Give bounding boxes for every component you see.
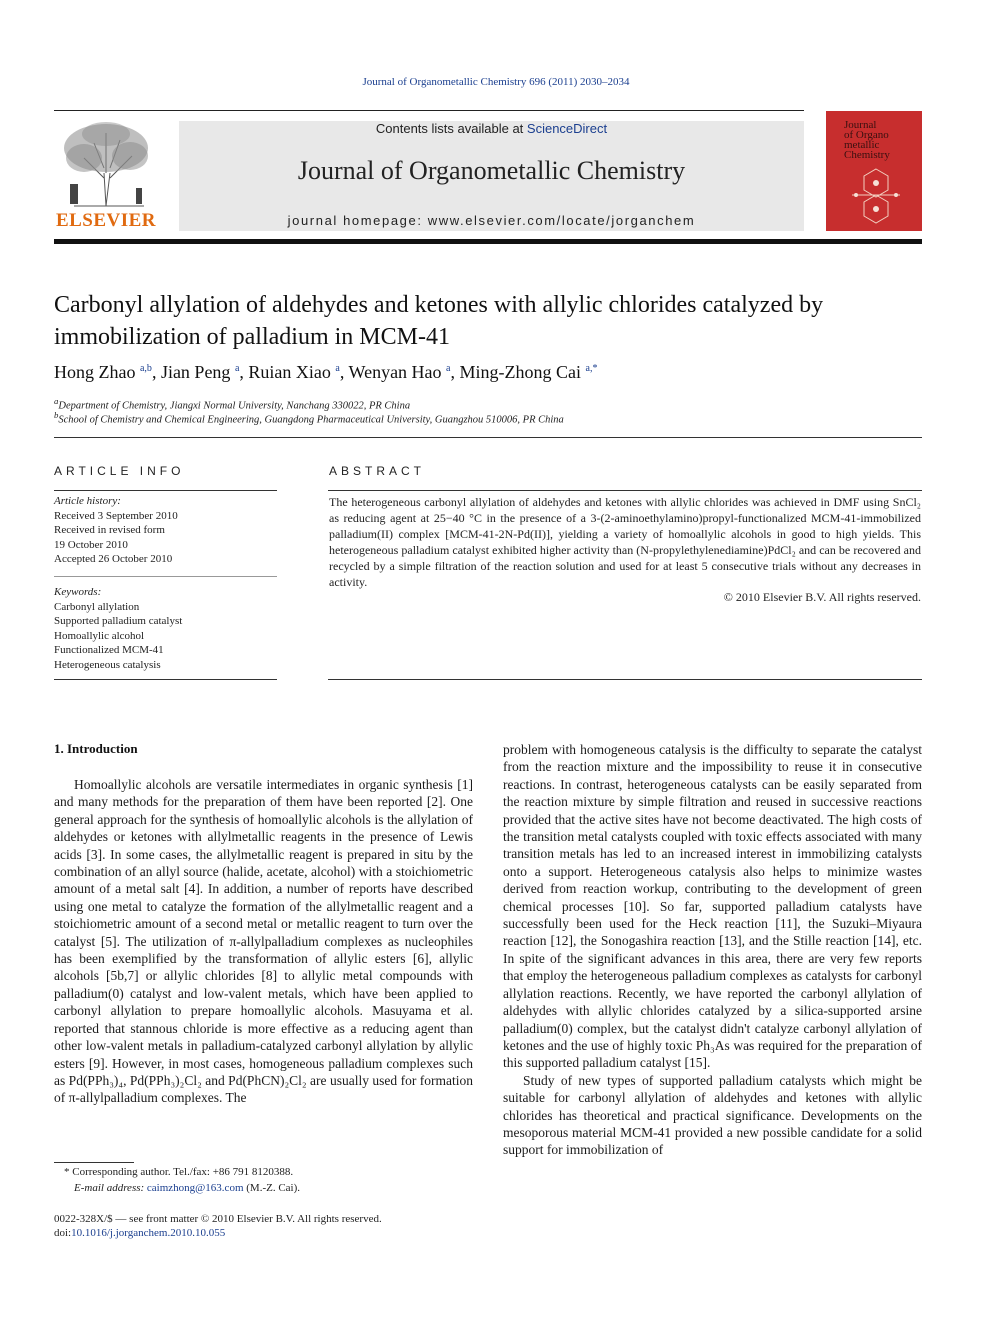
contents-line [179,121,804,136]
keywords-divider [54,576,277,577]
body-column-left [54,776,473,1107]
abstract-bottom-rule [328,679,922,680]
issn-line: 0022-328X/$ — see front matter © 2010 Elsevier B.V. All rights reserved. [54,1213,382,1225]
doi-link[interactable]: 10.1016/j.jorganchem.2010.10.055 [71,1227,226,1239]
journal-homepage [179,213,804,228]
article-info-rule [54,490,277,491]
author-name[interactable]: Wenyan Hao [348,362,442,382]
affiliation-mark: a [54,396,59,406]
history-item: Received in revised form [54,524,165,536]
author-affil-mark[interactable]: a [335,363,340,374]
email-label: E-mail address: [74,1182,147,1194]
affiliation-b [54,410,564,426]
doi-prefix: doi: [54,1227,72,1239]
body-column-right [503,741,922,1159]
header-rule [54,110,804,111]
keywords-block [54,585,277,672]
author-name[interactable]: Ming-Zhong Cai [459,362,581,382]
elsevier-wordmark: ELSEVIER [55,210,157,231]
keyword: Functionalized MCM-41 [54,644,164,656]
abstract-copyright: © 2010 Elsevier B.V. All rights reserved. [723,590,921,604]
affiliation-mark: b [54,410,59,420]
journal-title: Journal of Organometallic Chemistry [297,156,686,185]
body-paragraph: problem with homogeneous catalysis is the difficulty to separate the catalyst from the reaction mixture and the impossibility to reuse it in consecutive reactions. In contrast, heterogeneous catalysts can be easily separated from the reaction mixture by simple filtration and reused in successive reactions provided that the active sites have not become deactivated. The high costs of the transition metal catalysts coupled with toxic effects associated with many transition metals has led to an increased interest in immobilizing catalysts onto a support. Heterogeneous catalysis also helps to minimize wastes derived from reaction workup, contributing to the development of green chemical processes [10]. So far, supported palladium catalysts have successfully been used for the Heck reaction [11], the Suzuki–Miyaura reaction [12], the Sonogashira reaction [13], and the Stille reaction [14], etc. In spite of the significant advances in this area, there are very few reports that employ the heterogeneous palladium complexes as catalysts for carbonyl allylation reactions. Recently, we have reported the carbonyl allylation of aldehydes with allylic chlorides catalyzed by a silica-supported arsine palladium(0) complex, but the catalyst didn't catalyze carbonyl allylation of ketones and the use of highly toxic Ph₃As was required for the preparation of this supported palladium catalyst [15]. [503,742,922,1071]
author-name[interactable]: Hong Zhao [54,362,136,382]
email-link[interactable]: caimzhong@163.com [146,1182,244,1194]
author-list: Hong Zhao $^{a,b}$, Jian Peng $^a$, Ruian Xiao $^a$, Wenyan Hao $^a$, Ming-Zhong Cai $^{a,*}$ [54,362,598,382]
doi-line [54,1227,225,1239]
history-label: Article history: [54,495,121,507]
email-note [74,1182,300,1194]
header-thick-rule [54,239,922,244]
article-info-bottom-rule [54,679,277,680]
homepage-link[interactable]: www.elsevier.com/locate/jorganchem [427,213,696,228]
keyword: Carbonyl allylation [54,600,140,613]
keywords-label: Keywords: [54,586,102,598]
keyword: Supported palladium catalyst [54,615,183,627]
section-heading-introduction: 1. Introduction [54,741,138,756]
cover-molecule-graphic [848,165,904,225]
body-paragraph: Homoallylic alcohols are versatile intermediates in organic synthesis [1] and many methods for the preparation of them have been reported [2]. One general approach for the synthesis of homoallylic alcohols is the allylation of aldehydes or ketones with allylmetallic reagents in the presence of Lewis acids [3]. In some cases, the allylmetallic reagent is prepared in situ by the combination of an allyl source (halide, acetate, alcohol) with a stoichiometric amount of a metal salt [4]. In addition, a number of reports have described using one metal to catalyze the formation of the allylmetallic reagent and a stoichiometric amount of a second metal or metallic reagent to turn over the catalyst [5]. The utilization of π-allylpalladium complexes as nucleophiles has been exemplified by the transformation of allylic esters [6], allylic alcohols [5b,7] or allylic chlorides [8] to allylic metal compounds with palladium(0) catalyst and low-valent metals, which have been applied to carbonyl allylation to prepare homoallylic alcohols. Masuyama et al. reported that stannous chloride is more effective as a reducing agent than other low-valent metals in palladium-catalyzed carbonyl allylation by allylic esters [9]. However, in most cases, homogeneous palladium complexes such as Pd(PPh₃)₄, Pd(PPh₃)₂Cl₂ and Pd(PhCN)₂Cl₂ are usually used for formation of π-allylpalladium complexes. The [54,777,473,1106]
footnote-rule [54,1162,134,1163]
affiliation-text: School of Chemistry and Chemical Engineering, Guangdong Pharmaceutical University, Guangzhou 510006, PR China [58,414,564,426]
author-affil-mark[interactable]: a [446,363,451,374]
cover-title-line: Chemistry [844,149,890,161]
author-affil-mark[interactable]: a,* [585,363,598,374]
title-block-rule [54,437,922,438]
article-title: Carbonyl allylation of aldehydes and ketones with allylic chlorides catalyzed by immobilization of palladium in MCM-41 [54,292,824,350]
journal-cover-thumbnail[interactable] [826,111,922,231]
cover-title [844,120,890,160]
body-paragraph: Study of new types of supported palladium catalysts which might be suitable for carbonyl allylation of aldehydes and ketones with allylic chlorides has theoretical and practical significance. Developments on the mesoporous material MCM-41 provided a new possible candidate for a solid support for immobilization of [503,1072,922,1158]
history-item: Received 3 September 2010 [54,509,178,522]
contents-prefix: Contents lists available at [375,121,527,136]
corresponding-author-note: * Corresponding author. Tel./fax: +86 791 8120388. [64,1166,294,1178]
homepage-prefix: journal homepage: [287,213,428,228]
affiliation-text: Department of Chemistry, Jiangxi Normal University, Nanchang 330022, PR China [58,400,411,412]
history-item: Accepted 26 October 2010 [54,553,173,565]
email-suffix: (M.-Z. Cai). [243,1182,301,1194]
author-name[interactable]: Ruian Xiao [248,362,331,382]
cover-title-line: of Organo [844,129,889,141]
abstract-heading: ABSTRACT [329,464,426,478]
keyword: Heterogeneous catalysis [54,658,161,671]
cover-title-line: Journal [844,119,877,131]
journal-citation[interactable]: Journal of Organometallic Chemistry 696 (2011) 2030–2034 [362,76,630,88]
author-affil-mark[interactable]: a [234,363,240,374]
author-affil-mark[interactable]: a,b [139,363,152,374]
article-history [54,494,277,567]
cover-title-line: metallic [844,139,880,151]
article-info-heading: ARTICLE INFO [54,464,185,478]
history-item: 19 October 2010 [54,538,128,551]
author-name[interactable]: Jian Peng [160,362,231,382]
abstract-text: The heterogeneous carbonyl allylation of aldehydes and ketones with allylic chlorides was achieved in DMF using SnCl₂ as reducing agent at 25−40 °C in the presence of a 3-(2-aminoethylamino)propyl-functionalized MCM-41-immobilized palladium(II) complex [MCM-41-2N-Pd(II)], yielding a variety of homoallylic alcohols in good to high yields. This heterogeneous palladium catalyst exhibited higher activity than (N-propylethylenediamine)PdCl₂ and can be recovered and recycled by a simple filtration of the reaction solution and used for at least 5 consecutive trials without any decreases in activity. [329,495,921,589]
abstract-rule [328,490,922,491]
keyword: Homoallylic alcohol [54,629,145,642]
sciencedirect-link[interactable]: ScienceDirect [526,121,608,136]
